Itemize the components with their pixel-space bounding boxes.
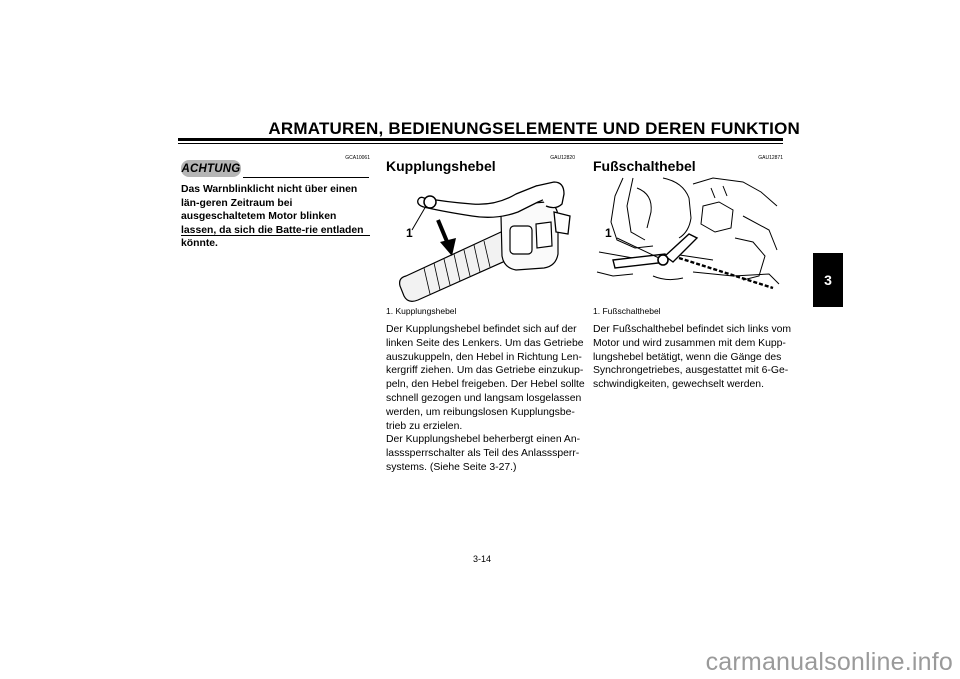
handlebar-grip (400, 231, 519, 302)
paragraph-fussschalthebel: Der Fußschalthebel befindet sich links vom Motor und wird zusammen mit dem Kupp-lungshebel betätigt, wenn die Gänge des Synchrongetriebes, ausgestattet mit 6-Ge-schwindigkeiten, gewechselt werden. (593, 324, 792, 391)
chapter-tab: 3 (813, 253, 843, 307)
shift-pedal-illustration (593, 176, 783, 304)
achtung-badge: ACHTUNG (181, 160, 241, 177)
title-rule-thin (178, 143, 783, 144)
page-title: ARMATUREN, BEDIENUNGSELEMENTE UND DEREN FUNKTION (268, 119, 800, 138)
pull-direction-arrow (438, 220, 456, 256)
doc-code-right: GAU12871 (758, 155, 783, 161)
clutch-lever-illustration (386, 176, 576, 304)
engine-linework (597, 178, 779, 284)
callout-leader (617, 238, 659, 258)
achtung-text: Das Warnblinklicht nicht über einen län-geren Zeitraum bei ausgeschaltetem Motor blinken lassen, da sich die Batte-rie entladen könnte. (181, 184, 364, 249)
doc-code-middle: GAU12820 (550, 155, 575, 161)
chain-line (679, 258, 773, 288)
caption-fussschalthebel: 1. Fußschalthebel (593, 306, 661, 316)
title-rule (178, 138, 783, 141)
heading-kupplungshebel: Kupplungshebel (386, 158, 496, 174)
page-number: 3-14 (472, 554, 491, 564)
figure-callout-shift: 1 (605, 226, 612, 240)
doc-code-left: GCA10061 (345, 155, 370, 161)
paragraph-kupplungshebel: Der Kupplungshebel befindet sich auf der linken Seite des Lenkers. Um das Getriebe auszukuppeln, den Hebel in Richtung Len-kergriff ziehen. Um das Getriebe einzukup-peln, den Hebel freigeben. Der Hebel sollte schnell gezogen und langsam losgelassen werden, um reibungslosen Kupplungsbe-trieb zu erzielen. Der Kupplungshebel beherbergt einen An-lasssperrschalter als Teil des Anlasssperr-systems. (Siehe Seite 3-27.) (386, 324, 585, 473)
callout-leader (412, 206, 426, 230)
heading-fussschalthebel: Fußschalthebel (593, 158, 696, 174)
figure-callout-clutch: 1 (406, 226, 413, 240)
caption-kupplungshebel: 1. Kupplungshebel (386, 306, 457, 316)
achtung-rule (243, 177, 369, 178)
shift-pedal (613, 234, 697, 268)
achtung-end-rule (181, 235, 370, 236)
watermark: carmanualsonline.info (705, 648, 953, 676)
pedal-tip-marker (658, 255, 668, 265)
